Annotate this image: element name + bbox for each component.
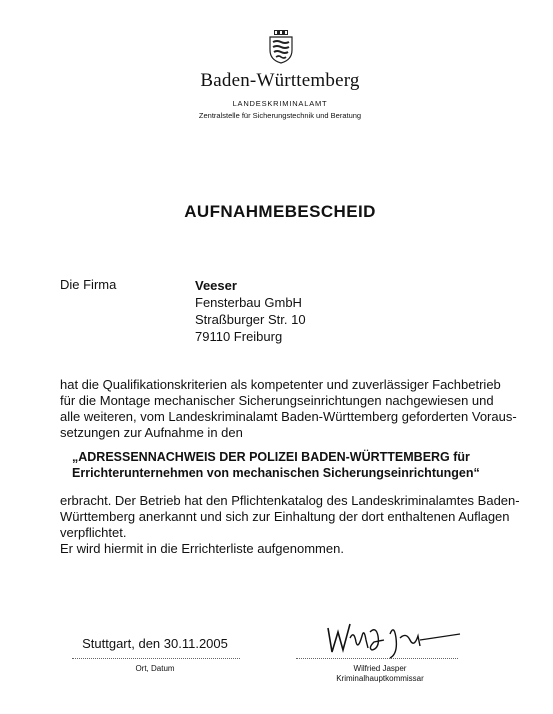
firm-address bbox=[195, 277, 306, 345]
text-line: erbracht. Der Betrieb hat den Pflichtenkatalog des Landeskriminalamtes Baden- bbox=[60, 493, 520, 508]
firm-label: Die Firma bbox=[60, 277, 117, 292]
signer-title: Kriminalhauptkommissar bbox=[336, 674, 424, 683]
text-line: Errichterunternehmen von mechanischen Sicherungseinrichtungen“ bbox=[72, 466, 480, 480]
text-line: setzungen zur Aufnahme in den bbox=[60, 425, 243, 440]
signer-block bbox=[300, 664, 460, 684]
firm-company: Fensterbau GmbH bbox=[195, 295, 302, 310]
text-line: für die Montage mechanischer Sicherungseinrichtungen nachgewiesen und bbox=[60, 393, 494, 408]
handwritten-signature bbox=[320, 618, 465, 660]
text-line: Württemberg anerkannt und sich zur Einhaltung der dort enthaltenen Auflagen bbox=[60, 509, 510, 524]
paragraph-qualification bbox=[60, 377, 520, 441]
signer-name: Wilfried Jasper bbox=[353, 664, 407, 673]
signature-line bbox=[296, 658, 458, 659]
register-name bbox=[72, 449, 512, 481]
place-date-caption: Ort, Datum bbox=[135, 664, 175, 673]
paragraph-acceptance bbox=[60, 493, 520, 557]
text-line: „ADRESSENNACHWEIS DER POLIZEI BADEN-WÜRTTEMBERG für bbox=[72, 450, 470, 464]
coat-of-arms-icon bbox=[268, 30, 294, 64]
firm-name: Veeser bbox=[195, 278, 237, 293]
place-date: Stuttgart, den 30.11.2005 bbox=[82, 636, 228, 651]
firm-street: Straßburger Str. 10 bbox=[195, 312, 306, 327]
text-line: alle weiteren, vom Landeskriminalamt Baden-Württemberg geforderten Voraus- bbox=[60, 409, 517, 424]
place-date-line bbox=[72, 658, 240, 659]
text-line: verpflichtet. bbox=[60, 525, 127, 540]
text-line: Er wird hiermit in die Errichterliste aufgenommen. bbox=[60, 541, 344, 556]
agency-name: LANDESKRIMINALAMT bbox=[232, 99, 328, 108]
text-line: hat die Qualifikationskriterien als kompetenter und zuverlässiger Fachbetrieb bbox=[60, 377, 501, 392]
state-name: Baden-Württemberg bbox=[200, 70, 360, 91]
firm-city: 79110 Freiburg bbox=[195, 329, 283, 344]
department-name: Zentralstelle für Sicherungstechnik und Beratung bbox=[198, 111, 362, 120]
document-title: AUFNAHMEBESCHEID bbox=[184, 202, 376, 221]
